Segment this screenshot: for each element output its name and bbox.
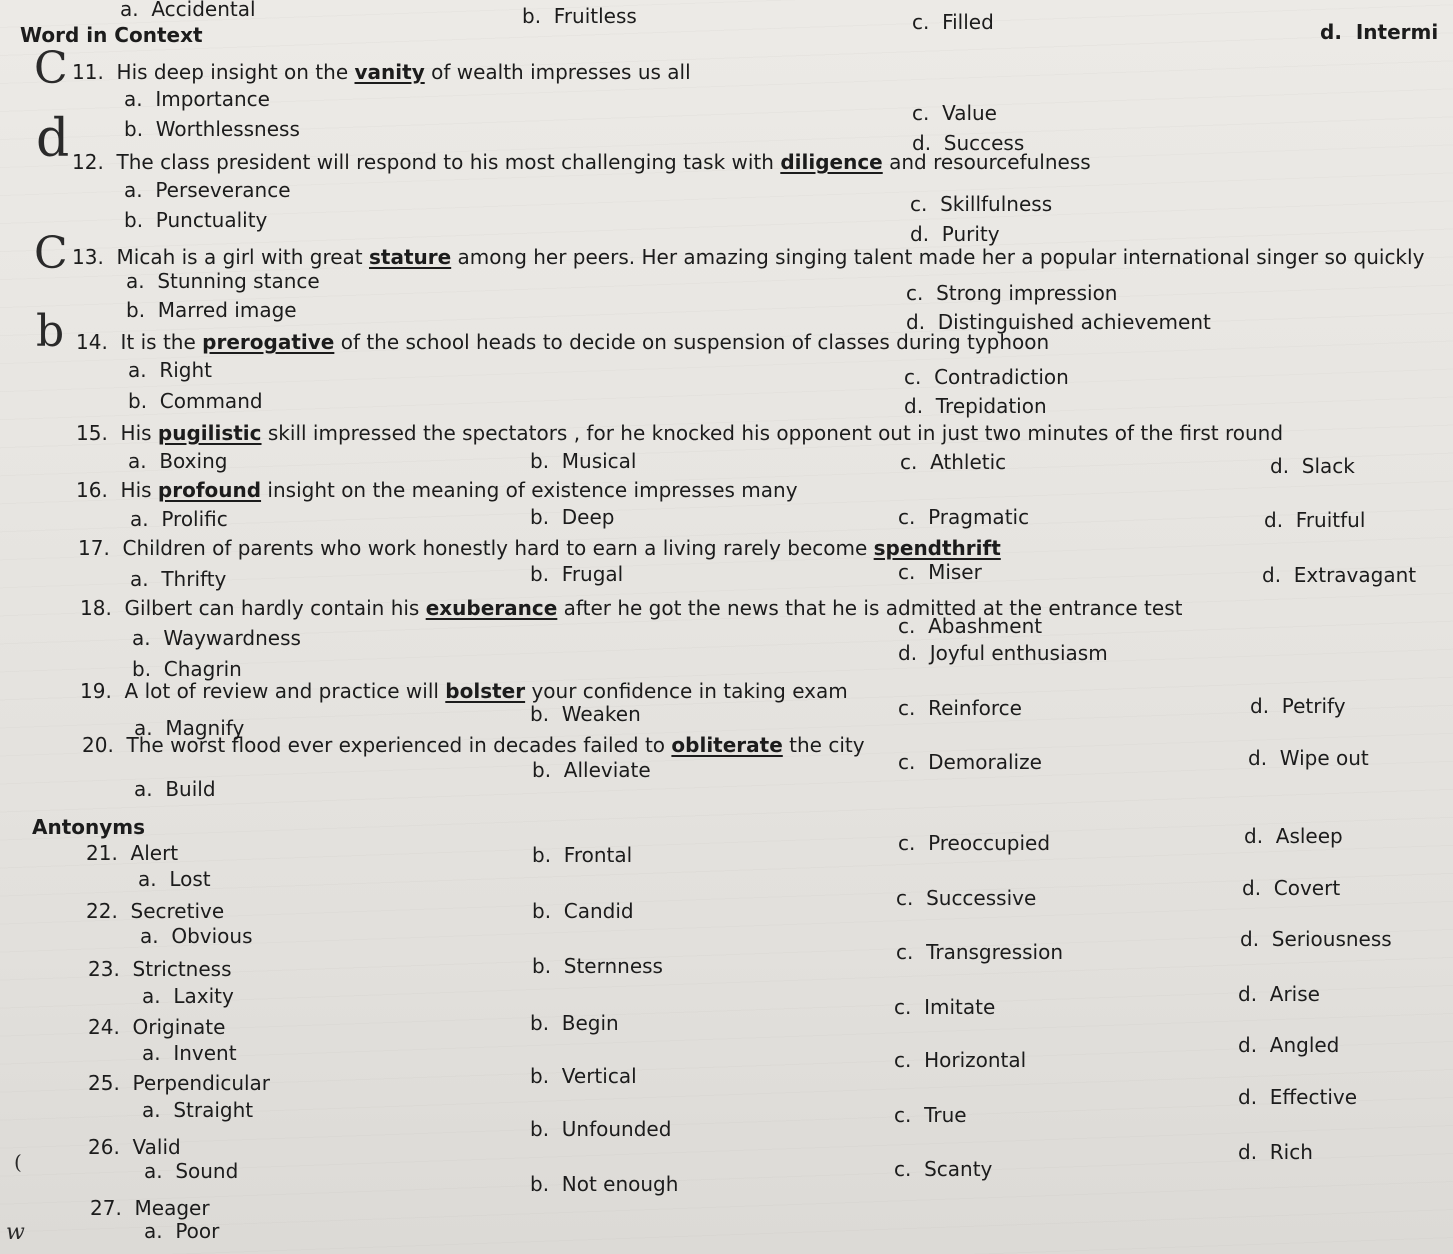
q24-stem: 24. Originate [88, 1015, 226, 1039]
q21-option-d: d. Asleep [1244, 824, 1343, 848]
target-word: prerogative [202, 330, 335, 354]
handwritten-answer-13: C [34, 228, 68, 279]
q13-option-a: a. Stunning stance [126, 269, 320, 293]
question-15-stem: 15. His pugilistic skill impressed the spectators , for he knocked his opponent out in just two minutes of the first round [76, 421, 1284, 445]
q27-stem: 27. Meager [90, 1196, 210, 1220]
handwritten-mark-26: ( [14, 1150, 22, 1174]
q19-option-d: d. Petrify [1250, 694, 1346, 718]
q23-stem: 23. Strictness [88, 957, 232, 981]
q14-option-d: d. Trepidation [904, 394, 1047, 418]
q19-option-b: b. Weaken [530, 702, 641, 726]
q20-option-b: b. Alleviate [532, 758, 651, 782]
q22-option-c: c. Successive [896, 886, 1037, 910]
q19-option-a: a. Magnify [134, 716, 245, 740]
q21-option-b: b. Frontal [532, 843, 633, 867]
q18-option-d: d. Joyful enthusiasm [898, 641, 1108, 665]
q23-option-d: d. Seriousness [1240, 927, 1392, 951]
handwritten-mark-27: w [6, 1220, 25, 1245]
q14-option-c: c. Contradiction [904, 365, 1069, 389]
q20-option-d: d. Wipe out [1248, 746, 1369, 770]
q23-option-a: a. Laxity [142, 984, 234, 1008]
q20-option-c: c. Demoralize [898, 750, 1042, 774]
target-word: diligence [780, 150, 883, 174]
q24-option-c: c. Imitate [894, 995, 996, 1019]
q26-option-a: a. Sound [144, 1159, 239, 1183]
q22-stem: 22. Secretive [86, 899, 225, 923]
q23-option-b: b. Sternness [532, 954, 663, 978]
question-13-stem: 13. Micah is a girl with great stature among her peers. Her amazing singing talent made her a popular international singer so quickly [72, 245, 1425, 269]
q17-option-d: d. Extravagant [1262, 563, 1417, 587]
q12-option-b: b. Punctuality [124, 208, 268, 232]
q21-stem: 21. Alert [86, 841, 179, 865]
q22-option-b: b. Candid [532, 899, 634, 923]
target-word: bolster [445, 679, 526, 703]
q25-stem: 25. Perpendicular [88, 1071, 271, 1095]
handwritten-answer-12: d [36, 109, 70, 169]
q13-option-d: d. Distinguished achievement [906, 310, 1211, 334]
q21-option-a: a. Lost [138, 867, 211, 891]
q18-option-c: c. Abashment [898, 614, 1043, 638]
q15-option-a: a. Boxing [128, 449, 228, 473]
q15-option-b: b. Musical [530, 449, 637, 473]
question-18-stem: 18. Gilbert can hardly contain his exuberance after he got the news that he is admitted at the entrance test [80, 596, 1183, 620]
q25-option-c: c. Horizontal [894, 1048, 1027, 1072]
q16-option-c: c. Pragmatic [898, 505, 1030, 529]
target-word: exuberance [425, 596, 558, 620]
q21-option-c: c. Preoccupied [898, 831, 1051, 855]
q15-option-c: c. Athletic [900, 450, 1007, 474]
section-title-word-in-context: Word in Context [20, 23, 203, 47]
q22-option-a: a. Obvious [140, 924, 253, 948]
q17-option-a: a. Thrifty [130, 567, 227, 591]
q26-stem: 26. Valid [88, 1135, 181, 1159]
q24-option-a: a. Invent [142, 1041, 237, 1065]
q20-option-a: a. Build [134, 777, 216, 801]
target-word: vanity [354, 60, 425, 84]
q23-option-c: c. Transgression [896, 940, 1064, 964]
target-word: spendthrift [873, 536, 1001, 560]
q16-option-a: a. Prolific [130, 507, 228, 531]
handwritten-answer-11: C [34, 43, 68, 94]
q12-option-a: a. Perseverance [124, 178, 291, 202]
q22-option-d: d. Covert [1242, 876, 1341, 900]
q27-option-b: b. Not enough [530, 1172, 679, 1196]
q15-option-d: d. Slack [1270, 454, 1355, 478]
target-word: stature [369, 245, 452, 269]
q25-option-d: d. Angled [1238, 1033, 1340, 1057]
q12-option-d: d. Purity [910, 222, 1000, 246]
q14-option-a: a. Right [128, 358, 212, 382]
q11-option-a: a. Importance [124, 87, 270, 111]
q25-option-b: b. Vertical [530, 1064, 637, 1088]
target-word: profound [157, 478, 262, 502]
q17-option-b: b. Frugal [530, 562, 624, 586]
question-17-stem: 17. Children of parents who work honestly hard to earn a living rarely become spendthrift [78, 536, 1001, 560]
q24-option-d: d. Arise [1238, 982, 1320, 1006]
q27-option-d: d. Rich [1238, 1140, 1313, 1164]
q11-option-c: c. Value [912, 101, 997, 125]
q16-option-d: d. Fruitful [1264, 508, 1366, 532]
q26-option-b: b. Unfounded [530, 1117, 672, 1141]
q26-option-c: c. True [894, 1103, 967, 1127]
question-11-stem: 11. His deep insight on the vanity of wealth impresses us all [72, 60, 691, 84]
top-option-a: a. Accidental [120, 0, 256, 21]
q11-option-b: b. Worthlessness [124, 117, 300, 141]
q17-option-c: c. Miser [898, 560, 982, 584]
question-19-stem: 19. A lot of review and practice will bolster your confidence in taking exam [80, 679, 848, 703]
question-12-stem: 12. The class president will respond to his most challenging task with diligence and resourcefulness [72, 150, 1091, 174]
top-option-d: d. Intermi [1320, 20, 1439, 44]
q11-option-d: d. Success [912, 131, 1025, 155]
q16-option-b: b. Deep [530, 505, 615, 529]
q13-option-b: b. Marred image [126, 298, 297, 322]
q24-option-b: b. Begin [530, 1011, 619, 1035]
q19-option-c: c. Reinforce [898, 696, 1022, 720]
q18-option-b: b. Chagrin [132, 657, 242, 681]
q14-option-b: b. Command [128, 389, 263, 413]
question-16-stem: 16. His profound insight on the meaning of existence impresses many [76, 478, 798, 502]
target-word: pugilistic [157, 421, 262, 445]
target-word: obliterate [671, 733, 783, 757]
q18-option-a: a. Waywardness [132, 626, 301, 650]
question-20-stem: 20. The worst flood ever experienced in decades failed to obliterate the city [82, 733, 865, 757]
top-option-c: c. Filled [912, 10, 994, 34]
q12-option-c: c. Skillfulness [910, 192, 1053, 216]
q25-option-a: a. Straight [142, 1098, 254, 1122]
q27-option-a: a. Poor [144, 1219, 220, 1243]
handwritten-answer-14: b [36, 306, 65, 357]
question-14-stem: 14. It is the prerogative of the school heads to decide on suspension of classes during typhoon [76, 330, 1050, 354]
top-option-b: b. Fruitless [522, 4, 637, 28]
q27-option-c: c. Scanty [894, 1157, 993, 1181]
q13-option-c: c. Strong impression [906, 281, 1118, 305]
section-title-antonyms: Antonyms [32, 815, 146, 839]
q26-option-d: d. Effective [1238, 1085, 1358, 1109]
